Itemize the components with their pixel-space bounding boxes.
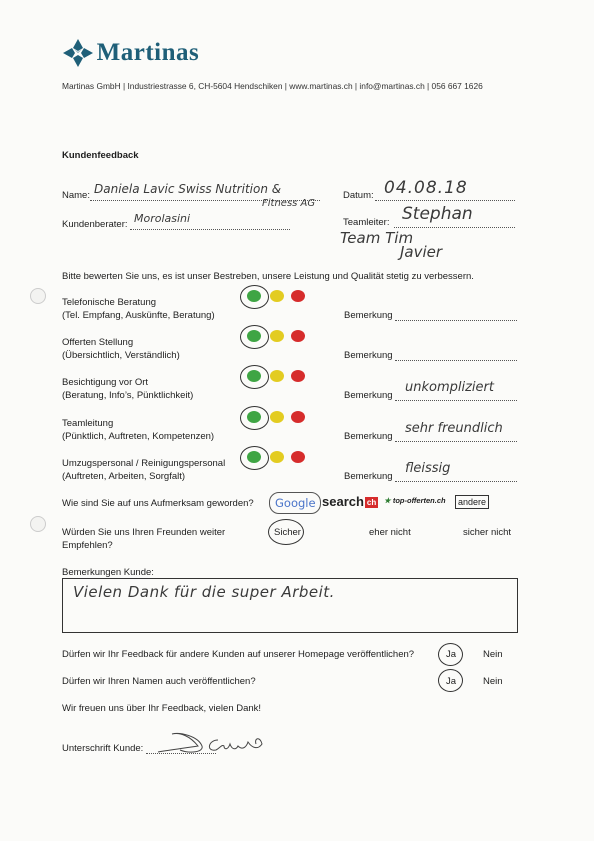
topofferten-option[interactable] xyxy=(384,496,446,505)
signature-label: Unterschrift Kunde: xyxy=(62,743,144,754)
recommend-sicher-nicht[interactable]: sicher nicht xyxy=(463,527,512,538)
recommend-question: Würden Sie uns Ihren Freunden weiter xyxy=(62,527,226,538)
andere-option[interactable] xyxy=(455,495,489,509)
berater-label: Kundenberater: xyxy=(62,219,128,230)
smiley-bad-icon[interactable] xyxy=(291,290,305,302)
andere-label: andere xyxy=(458,497,487,507)
rating-title: Umzugspersonal / Reinigungspersonal xyxy=(62,458,226,469)
publish-name-question: Dürfen wir Ihren Namen auch veröffentlichen? xyxy=(62,676,256,687)
team-note: Team Tim xyxy=(340,229,414,247)
rating-title: Telefonische Beratung xyxy=(62,297,157,308)
search-label: search xyxy=(322,494,364,509)
star-icon: ★ xyxy=(384,496,391,505)
publish-name-nein[interactable]: Nein xyxy=(483,676,503,687)
logo xyxy=(62,38,199,68)
bemerkung-label: Bemerkung xyxy=(344,431,393,442)
datum-field[interactable]: 04.08.18 xyxy=(384,178,468,198)
smiley-bad-icon[interactable] xyxy=(291,411,305,423)
punch-hole xyxy=(30,288,46,304)
smiley-good-icon[interactable] xyxy=(247,370,261,382)
bemerkung-label: Bemerkung xyxy=(344,471,393,482)
smiley-bad-icon[interactable] xyxy=(291,330,305,342)
smiley-good-icon[interactable] xyxy=(247,290,261,302)
publish-feedback-nein[interactable]: Nein xyxy=(483,649,503,660)
comments-box[interactable] xyxy=(62,578,518,633)
name-label: Name: xyxy=(62,190,90,201)
smiley-neutral-icon[interactable] xyxy=(270,290,284,302)
punch-hole xyxy=(30,516,46,532)
logo-icon xyxy=(62,38,94,68)
bemerkung-field[interactable]: fleissig xyxy=(405,461,451,476)
bemerkung-field[interactable]: sehr freundlich xyxy=(405,421,503,436)
comments-text: Vielen Dank für die super Arbeit. xyxy=(73,583,335,601)
publish-feedback-ja[interactable]: Ja xyxy=(446,649,457,660)
signature xyxy=(150,728,280,758)
contact-line: Martinas GmbH | Industriestrasse 6, CH-5604 Hendschiken | www.martinas.ch | info@martinas.ch | 056 667 1626 xyxy=(62,81,483,91)
comments-label: Bemerkungen Kunde: xyxy=(62,567,154,578)
rating-title: Besichtigung vor Ort xyxy=(62,377,149,388)
rating-subtitle: (Auftreten, Arbeiten, Sorgfalt) xyxy=(62,471,186,482)
rating-subtitle: (Übersichtlich, Verständlich) xyxy=(62,350,180,361)
google-label: Google xyxy=(275,496,316,510)
recommend-question-line2: Empfehlen? xyxy=(62,540,113,551)
bemerkung-field[interactable]: unkompliziert xyxy=(405,380,494,395)
name-field-line2[interactable]: Fitness AG xyxy=(262,198,316,209)
google-option[interactable] xyxy=(269,492,321,514)
publish-name-ja[interactable]: Ja xyxy=(446,676,457,687)
rating-title: Offerten Stellung xyxy=(62,337,134,348)
rating-title: Teamleitung xyxy=(62,418,114,429)
publish-feedback-question: Dürfen wir Ihr Feedback für andere Kunden auf unserer Homepage veröffentlichen? xyxy=(62,649,415,660)
rating-subtitle: (Pünktlich, Auftreten, Kompetenzen) xyxy=(62,431,215,442)
rating-subtitle: (Beratung, Info’s, Pünktlichkeit) xyxy=(62,390,194,401)
smiley-good-icon[interactable] xyxy=(247,330,261,342)
thanks-text: Wir freuen uns über Ihr Feedback, vielen Dank! xyxy=(62,703,262,714)
logo-text: Martinas xyxy=(96,39,200,66)
smiley-bad-icon[interactable] xyxy=(291,370,305,382)
topofferten-label: top-offerten.ch xyxy=(392,496,446,505)
smiley-good-icon[interactable] xyxy=(247,451,261,463)
berater-field[interactable]: Morolasini xyxy=(134,212,191,225)
name-field[interactable]: Daniela Lavic Swiss Nutrition & xyxy=(94,182,282,196)
smiley-good-icon[interactable] xyxy=(247,411,261,423)
smiley-neutral-icon[interactable] xyxy=(270,451,284,463)
bemerkung-label: Bemerkung xyxy=(344,310,393,321)
smiley-bad-icon[interactable] xyxy=(291,451,305,463)
search-option[interactable] xyxy=(322,494,378,509)
smiley-neutral-icon[interactable] xyxy=(270,370,284,382)
teamleiter-label: Teamleiter: xyxy=(343,217,390,228)
team-note: Javier xyxy=(400,243,443,261)
source-question: Wie sind Sie auf uns Aufmerksam geworden? xyxy=(62,498,254,509)
recommend-eher-nicht[interactable]: eher nicht xyxy=(369,527,411,538)
datum-label: Datum: xyxy=(343,190,374,201)
recommend-sicher[interactable]: Sicher xyxy=(274,527,301,538)
smiley-neutral-icon[interactable] xyxy=(270,411,284,423)
smiley-neutral-icon[interactable] xyxy=(270,330,284,342)
form-title: Kundenfeedback xyxy=(62,150,139,161)
teamleiter-field[interactable]: Stephan xyxy=(402,204,473,224)
rating-subtitle: (Tel. Empfang, Auskünfte, Beratung) xyxy=(62,310,215,321)
bemerkung-label: Bemerkung xyxy=(344,350,393,361)
intro-text: Bitte bewerten Sie uns, es ist unser Bestreben, unsere Leistung und Qualität stetig zu verbessern. xyxy=(62,271,474,282)
bemerkung-label: Bemerkung xyxy=(344,390,393,401)
search-suffix: ch xyxy=(366,498,377,508)
